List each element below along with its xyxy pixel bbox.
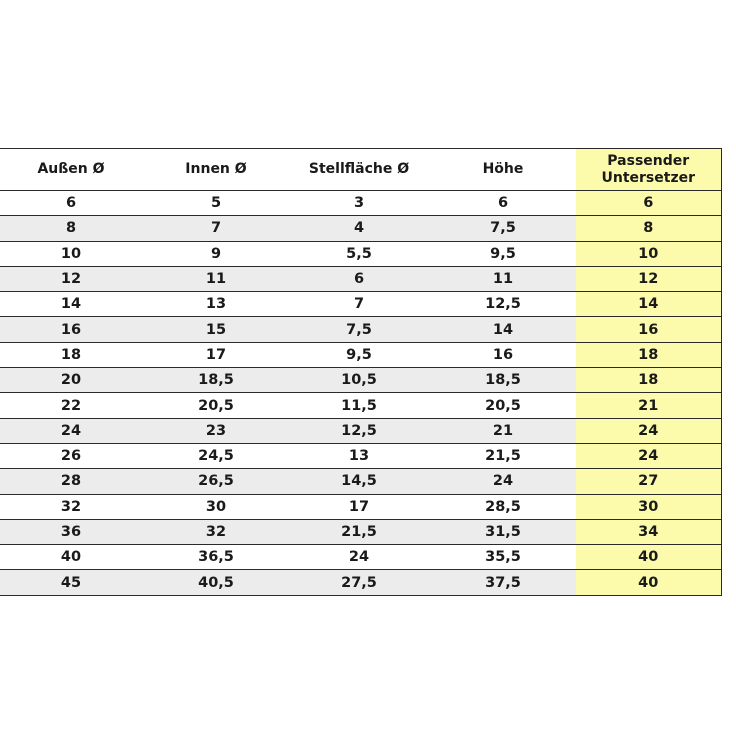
cell-base-diameter: 9,5 <box>288 342 430 367</box>
cell-height: 37,5 <box>430 570 576 595</box>
cell-inner-diameter: 11 <box>144 266 288 291</box>
cell-matching-saucer: 14 <box>576 292 721 317</box>
header-matching-saucer-line-1: Passender <box>607 152 690 169</box>
cell-inner-diameter: 26,5 <box>144 469 288 494</box>
table-row <box>0 266 721 291</box>
cell-inner-diameter: 24,5 <box>144 443 288 468</box>
cell-inner-diameter: 30 <box>144 494 288 519</box>
cell-inner-diameter: 15 <box>144 317 288 342</box>
table-row <box>0 570 721 595</box>
cell-base-diameter: 27,5 <box>288 570 430 595</box>
header-matching-saucer <box>576 149 721 191</box>
cell-base-diameter: 12,5 <box>288 418 430 443</box>
table-row <box>0 368 721 393</box>
cell-outer-diameter: 24 <box>0 418 144 443</box>
cell-base-diameter: 14,5 <box>288 469 430 494</box>
table-row <box>0 292 721 317</box>
cell-inner-diameter: 5 <box>144 191 288 216</box>
table-row <box>0 317 721 342</box>
cell-matching-saucer: 24 <box>576 418 721 443</box>
cell-base-diameter: 6 <box>288 266 430 291</box>
cell-base-diameter: 17 <box>288 494 430 519</box>
cell-matching-saucer: 27 <box>576 469 721 494</box>
table-row <box>0 241 721 266</box>
cell-outer-diameter: 20 <box>0 368 144 393</box>
cell-inner-diameter: 18,5 <box>144 368 288 393</box>
cell-outer-diameter: 45 <box>0 570 144 595</box>
table-row <box>0 418 721 443</box>
cell-height: 20,5 <box>430 393 576 418</box>
size-table <box>0 148 722 596</box>
cell-matching-saucer: 8 <box>576 216 721 241</box>
cell-height: 21 <box>430 418 576 443</box>
header-base-diameter: Stellfläche Ø <box>288 149 430 191</box>
table-row <box>0 469 721 494</box>
cell-inner-diameter: 7 <box>144 216 288 241</box>
cell-matching-saucer: 6 <box>576 191 721 216</box>
header-row <box>0 149 721 191</box>
cell-inner-diameter: 17 <box>144 342 288 367</box>
table-row <box>0 393 721 418</box>
cell-matching-saucer: 40 <box>576 570 721 595</box>
cell-height: 35,5 <box>430 545 576 570</box>
table-header <box>0 149 721 191</box>
cell-height: 31,5 <box>430 519 576 544</box>
cell-outer-diameter: 28 <box>0 469 144 494</box>
cell-base-diameter: 10,5 <box>288 368 430 393</box>
cell-inner-diameter: 32 <box>144 519 288 544</box>
cell-height: 7,5 <box>430 216 576 241</box>
cell-matching-saucer: 10 <box>576 241 721 266</box>
cell-height: 28,5 <box>430 494 576 519</box>
cell-base-diameter: 3 <box>288 191 430 216</box>
cell-outer-diameter: 22 <box>0 393 144 418</box>
cell-outer-diameter: 12 <box>0 266 144 291</box>
table-row <box>0 216 721 241</box>
header-outer-diameter: Außen Ø <box>0 149 144 191</box>
cell-base-diameter: 5,5 <box>288 241 430 266</box>
table-row <box>0 342 721 367</box>
cell-matching-saucer: 40 <box>576 545 721 570</box>
cell-matching-saucer: 12 <box>576 266 721 291</box>
cell-outer-diameter: 36 <box>0 519 144 544</box>
cell-inner-diameter: 40,5 <box>144 570 288 595</box>
table-row <box>0 545 721 570</box>
cell-inner-diameter: 36,5 <box>144 545 288 570</box>
cell-height: 21,5 <box>430 443 576 468</box>
cell-base-diameter: 24 <box>288 545 430 570</box>
header-inner-diameter: Innen Ø <box>144 149 288 191</box>
cell-height: 11 <box>430 266 576 291</box>
cell-matching-saucer: 18 <box>576 368 721 393</box>
cell-base-diameter: 7,5 <box>288 317 430 342</box>
table-row <box>0 191 721 216</box>
cell-height: 24 <box>430 469 576 494</box>
cell-outer-diameter: 6 <box>0 191 144 216</box>
cell-inner-diameter: 20,5 <box>144 393 288 418</box>
cell-outer-diameter: 8 <box>0 216 144 241</box>
cell-base-diameter: 13 <box>288 443 430 468</box>
cell-inner-diameter: 13 <box>144 292 288 317</box>
cell-outer-diameter: 16 <box>0 317 144 342</box>
cell-inner-diameter: 9 <box>144 241 288 266</box>
cell-outer-diameter: 40 <box>0 545 144 570</box>
cell-height: 12,5 <box>430 292 576 317</box>
cell-outer-diameter: 10 <box>0 241 144 266</box>
cell-outer-diameter: 14 <box>0 292 144 317</box>
cell-outer-diameter: 32 <box>0 494 144 519</box>
cell-outer-diameter: 18 <box>0 342 144 367</box>
cell-base-diameter: 7 <box>288 292 430 317</box>
table-row <box>0 494 721 519</box>
table-row <box>0 443 721 468</box>
cell-matching-saucer: 30 <box>576 494 721 519</box>
cell-matching-saucer: 16 <box>576 317 721 342</box>
cell-base-diameter: 11,5 <box>288 393 430 418</box>
cell-height: 16 <box>430 342 576 367</box>
cell-height: 6 <box>430 191 576 216</box>
cell-outer-diameter: 26 <box>0 443 144 468</box>
cell-height: 14 <box>430 317 576 342</box>
cell-inner-diameter: 23 <box>144 418 288 443</box>
cell-matching-saucer: 18 <box>576 342 721 367</box>
header-matching-saucer-line-2: Untersetzer <box>601 169 695 186</box>
cell-base-diameter: 4 <box>288 216 430 241</box>
header-height: Höhe <box>430 149 576 191</box>
table-row <box>0 519 721 544</box>
table-body <box>0 191 721 596</box>
cell-base-diameter: 21,5 <box>288 519 430 544</box>
cell-matching-saucer: 34 <box>576 519 721 544</box>
cell-height: 9,5 <box>430 241 576 266</box>
cell-height: 18,5 <box>430 368 576 393</box>
cell-matching-saucer: 24 <box>576 443 721 468</box>
cell-matching-saucer: 21 <box>576 393 721 418</box>
